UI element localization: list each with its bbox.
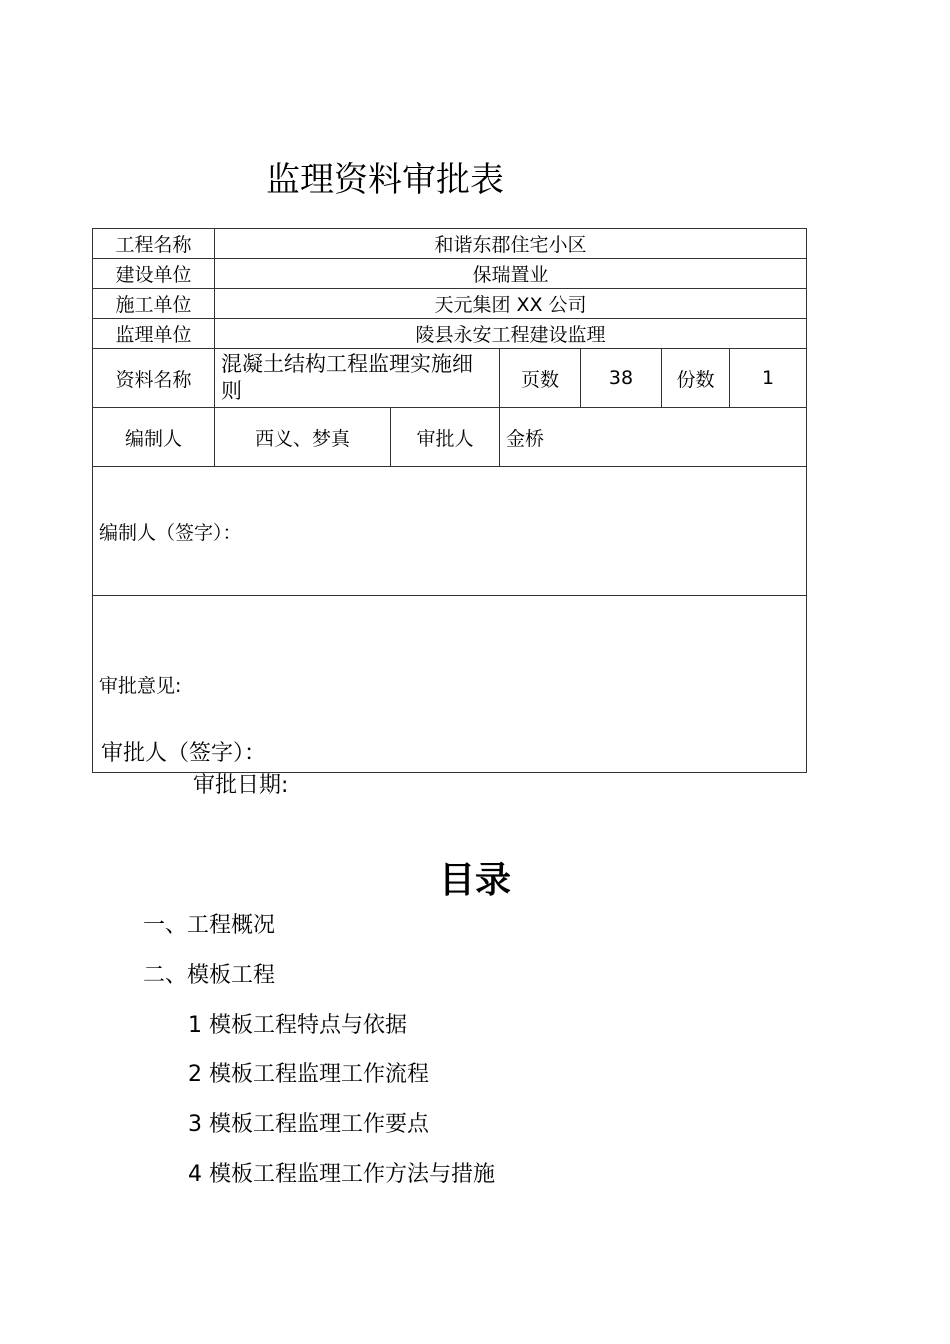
row-approval — [93, 596, 807, 773]
toc-item: 4 模板工程监理工作方法与措施 — [188, 1162, 495, 1187]
pages-label: 页数 — [500, 349, 581, 408]
row-supervisor — [93, 319, 807, 349]
contractor-value: 天元集团 XX 公司 — [215, 289, 807, 319]
row-people — [93, 408, 807, 467]
editor-sign-field[interactable] — [93, 467, 807, 596]
approval-form-table — [92, 228, 807, 798]
builder-label: 建设单位 — [93, 259, 215, 289]
row-project-name — [93, 229, 807, 259]
approval-opinion-field[interactable] — [93, 596, 807, 798]
editor-value: 西义、梦真 — [215, 408, 391, 467]
approver-sign-label: 审批人（签字）： — [101, 741, 267, 766]
toc-item: 3 模板工程监理工作要点 — [188, 1112, 429, 1137]
toc-item: 二、模板工程 — [143, 963, 276, 988]
doc-name-label: 资料名称 — [93, 349, 215, 408]
editor-sign-label: 编制人（签字）： — [99, 521, 242, 544]
toc-title: 目录 — [438, 860, 511, 901]
approval-opinion-label: 审批意见: — [99, 674, 182, 697]
row-document — [93, 349, 807, 408]
builder-value: 保瑞置业 — [215, 259, 807, 289]
page-title: 监理资料审批表 — [266, 160, 504, 200]
row-editor-sign — [93, 467, 807, 596]
toc-item: 2 模板工程监理工作流程 — [188, 1062, 429, 1087]
approver-label: 审批人 — [391, 408, 500, 467]
pages-value: 38 — [581, 349, 662, 408]
toc-item: 一、工程概况 — [143, 913, 276, 938]
editor-label: 编制人 — [93, 408, 215, 467]
approval-date-label: 审批日期: — [193, 773, 289, 798]
project-name-value: 和谐东郡住宅小区 — [215, 229, 807, 259]
row-contractor — [93, 289, 807, 319]
project-name-label: 工程名称 — [93, 229, 215, 259]
row-builder — [93, 259, 807, 289]
supervisor-value: 陵县永安工程建设监理 — [215, 319, 807, 349]
contractor-label: 施工单位 — [93, 289, 215, 319]
doc-name-value: 混凝土结构工程监理实施细则 — [215, 349, 500, 408]
copies-value: 1 — [730, 349, 807, 408]
copies-label: 份数 — [662, 349, 730, 408]
supervisor-label: 监理单位 — [93, 319, 215, 349]
approver-value: 金桥 — [500, 408, 807, 467]
toc-item: 1 模板工程特点与依据 — [188, 1013, 407, 1038]
